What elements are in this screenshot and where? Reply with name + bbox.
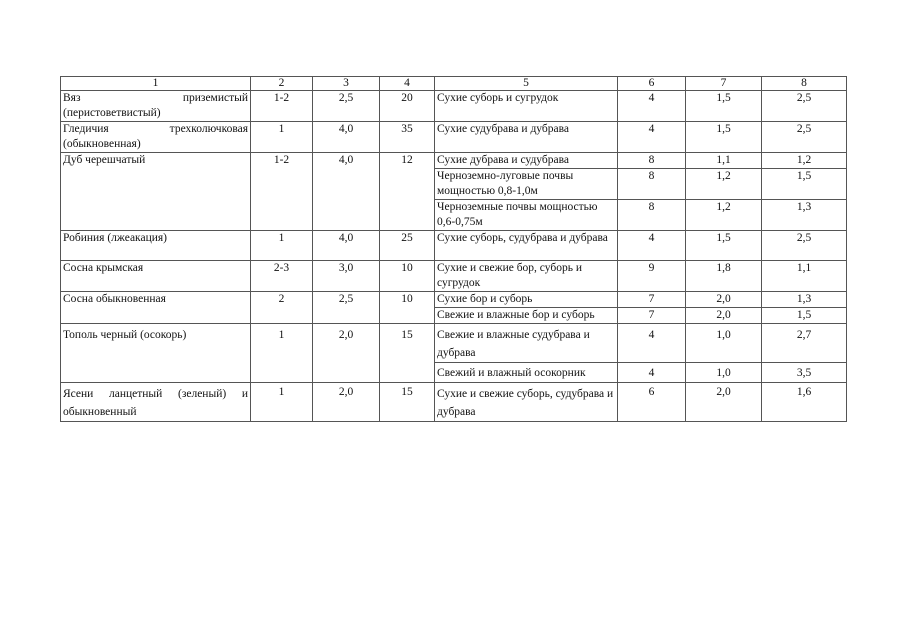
- value-cell: 12: [380, 153, 435, 231]
- value-cell: 25: [380, 231, 435, 261]
- value-cell: 4: [618, 363, 686, 383]
- condition-cell: Свежие и влажные судубрава и дубрава: [435, 324, 618, 363]
- value-cell: 2,0: [313, 383, 380, 422]
- value-cell: 8: [618, 169, 686, 200]
- condition-cell: Сухие и свежие суборь, судубрава и дубрава: [435, 383, 618, 422]
- header-cell: 8: [762, 77, 847, 91]
- value-cell: 1,6: [762, 383, 847, 422]
- condition-cell: Черноземные почвы мощностью 0,6-0,75м: [435, 200, 618, 231]
- value-cell: 1,8: [686, 261, 762, 292]
- value-cell: 1-2: [251, 153, 313, 231]
- condition-cell: Свежие и влажные бор и суборь: [435, 308, 618, 324]
- value-cell: 4: [618, 231, 686, 261]
- value-cell: 15: [380, 324, 435, 383]
- value-cell: 1,1: [762, 261, 847, 292]
- value-cell: 1,2: [686, 200, 762, 231]
- species-cell: Вяз приземистый (перистоветвистый): [61, 91, 251, 122]
- value-cell: 2,0: [686, 292, 762, 308]
- value-cell: 2,0: [686, 383, 762, 422]
- species-table: [60, 76, 847, 422]
- value-cell: 8: [618, 153, 686, 169]
- value-cell: 1,3: [762, 292, 847, 308]
- value-cell: 8: [618, 200, 686, 231]
- value-cell: 1,0: [686, 363, 762, 383]
- value-cell: 2,5: [762, 231, 847, 261]
- value-cell: 1: [251, 324, 313, 383]
- header-cell: 5: [435, 77, 618, 91]
- species-cell: Ясени ланцетный (зеленый) и обыкновенный: [61, 383, 251, 422]
- value-cell: 10: [380, 261, 435, 292]
- value-cell: 1: [251, 383, 313, 422]
- value-cell: 4: [618, 122, 686, 153]
- value-cell: 4,0: [313, 231, 380, 261]
- value-cell: 1,5: [686, 91, 762, 122]
- value-cell: 2,5: [313, 292, 380, 324]
- value-cell: 1,0: [686, 324, 762, 363]
- condition-cell: Сухие суборь, судубрава и дубрава: [435, 231, 618, 261]
- value-cell: 1,5: [686, 231, 762, 261]
- value-cell: 2,7: [762, 324, 847, 363]
- value-cell: 2,5: [762, 91, 847, 122]
- header-cell: 4: [380, 77, 435, 91]
- species-cell: Сосна обыкновенная: [61, 292, 251, 324]
- value-cell: 1,5: [762, 169, 847, 200]
- value-cell: 1,1: [686, 153, 762, 169]
- header-cell: 6: [618, 77, 686, 91]
- table-row: [61, 91, 847, 122]
- header-row: [61, 77, 847, 91]
- value-cell: 1-2: [251, 91, 313, 122]
- table-row: [61, 261, 847, 292]
- value-cell: 7: [618, 292, 686, 308]
- value-cell: 2,0: [686, 308, 762, 324]
- table-row: [61, 231, 847, 261]
- condition-cell: Черноземно-луговые почвы мощностью 0,8-1,0м: [435, 169, 618, 200]
- value-cell: 4: [618, 91, 686, 122]
- species-cell: Сосна крымская: [61, 261, 251, 292]
- species-cell: Гледичия трехколючковая (обыкновенная): [61, 122, 251, 153]
- value-cell: 15: [380, 383, 435, 422]
- table-row: [61, 292, 847, 308]
- value-cell: 20: [380, 91, 435, 122]
- value-cell: 1,2: [686, 169, 762, 200]
- value-cell: 1: [251, 122, 313, 153]
- species-cell: Робиния (лжеакация): [61, 231, 251, 261]
- value-cell: 1,3: [762, 200, 847, 231]
- value-cell: 4: [618, 324, 686, 363]
- table-row: [61, 122, 847, 153]
- species-cell: Дуб черешчатый: [61, 153, 251, 231]
- value-cell: 3,0: [313, 261, 380, 292]
- value-cell: 2,5: [762, 122, 847, 153]
- value-cell: 1,2: [762, 153, 847, 169]
- value-cell: 2,0: [313, 324, 380, 383]
- value-cell: 2: [251, 292, 313, 324]
- condition-cell: Сухие бор и суборь: [435, 292, 618, 308]
- table-row: [61, 153, 847, 169]
- condition-cell: Сухие суборь и сугрудок: [435, 91, 618, 122]
- value-cell: 3,5: [762, 363, 847, 383]
- condition-cell: Сухие судубрава и дубрава: [435, 122, 618, 153]
- condition-cell: Свежий и влажный осокорник: [435, 363, 618, 383]
- value-cell: 35: [380, 122, 435, 153]
- value-cell: 4,0: [313, 153, 380, 231]
- table-row: [61, 324, 847, 363]
- value-cell: 10: [380, 292, 435, 324]
- header-cell: 3: [313, 77, 380, 91]
- species-cell: Тополь черный (осокорь): [61, 324, 251, 383]
- condition-cell: Сухие дубрава и судубрава: [435, 153, 618, 169]
- value-cell: 9: [618, 261, 686, 292]
- header-cell: 1: [61, 77, 251, 91]
- value-cell: 2,5: [313, 91, 380, 122]
- value-cell: 7: [618, 308, 686, 324]
- value-cell: 2-3: [251, 261, 313, 292]
- table-row: [61, 383, 847, 422]
- value-cell: 6: [618, 383, 686, 422]
- condition-cell: Сухие и свежие бор, суборь и сугрудок: [435, 261, 618, 292]
- header-cell: 2: [251, 77, 313, 91]
- value-cell: 1: [251, 231, 313, 261]
- header-cell: 7: [686, 77, 762, 91]
- value-cell: 1,5: [762, 308, 847, 324]
- value-cell: 4,0: [313, 122, 380, 153]
- value-cell: 1,5: [686, 122, 762, 153]
